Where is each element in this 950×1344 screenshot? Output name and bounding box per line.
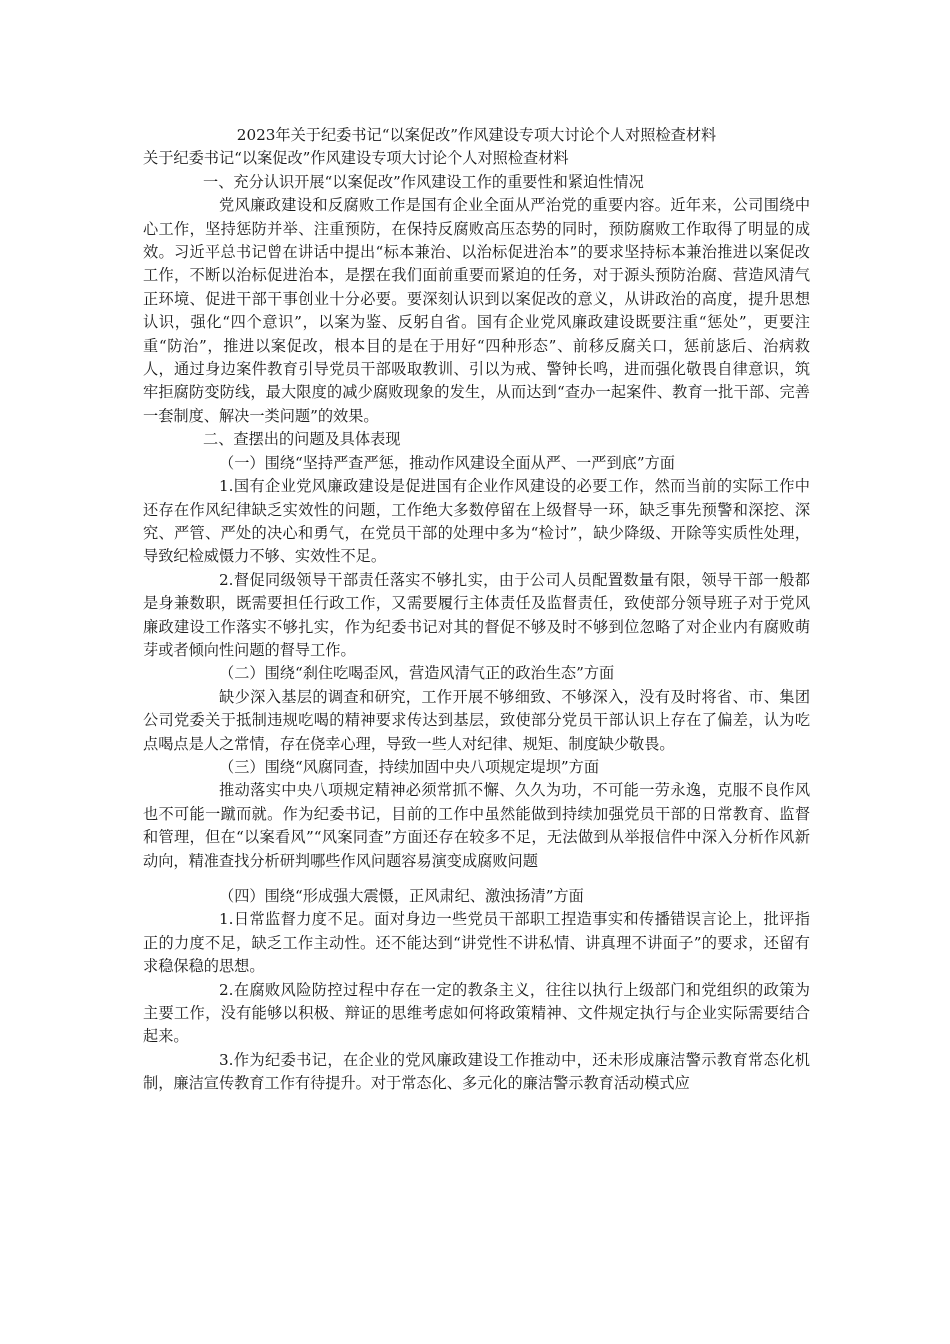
subsection-3-heading: （三）围绕“风腐同查，持续加固中央八项规定堤坝”方面 [219, 757, 600, 776]
subsection-1-paragraph-2: 2.督促同级领导干部责任落实不够扎实，由于公司人员配置数量有限，领导干部一般都是身兼数职，既需要担任行政工作，又需要履行主体责任及监督责任，致使部分领导班子对于党风廉政建设工作落实不够扎实，作为纪委书记对其的督促不够及时不够到位忽略了对企业内有腐败萌芽或者倾向性问题的督导工作。 [143, 570, 810, 659]
subsection-3-paragraph-1: 推动落实中央八项规定精神必须常抓不懈、久久为功，不可能一劳永逸，克服不良作风也不可能一蹴而就。作为纪委书记，目前的工作中虽然能做到持续加强党员干部的日常教育、监督和管理，但在“以案看风”“风案同查”方面还存在较多不足，无法做到从举报信件中深入分析作风新动向，精准查找分析研判哪些作风问题容易演变成腐败问题 [143, 781, 810, 870]
section-1-heading: 一、充分认识开展“以案促改”作风建设工作的重要性和紧迫性情况 [203, 172, 644, 191]
subsection-4-paragraph-1: 1.日常监督力度不足。面对身边一些党员干部职工捏造事实和传播错误言论上，批评指正的力度不足，缺乏工作主动性。还不能达到“讲党性不讲私情、讲真理不讲面子”的要求，还留有求稳保稳的思想。 [143, 910, 810, 976]
document-body [143, 124, 810, 1096]
subsection-4-heading: （四）围绕“形成强大震慑，正风肃纪、激浊扬清”方面 [219, 887, 584, 905]
subsection-4-paragraph-3: 3.作为纪委书记，在企业的党风廉政建设工作推动中，还未形成廉洁警示教育常态化机制，廉洁宣传教育工作有待提升。对于常态化、多元化的廉洁警示教育活动模式应 [143, 1050, 810, 1093]
document-subtitle: 关于纪委书记“以案促改”作风建设专项大讨论个人对照检查材料 [143, 149, 569, 168]
subsection-2-paragraph-1: 缺少深入基层的调查和研究，工作开展不够细致、不够深入，没有及时将省、市、集团公司党委关于抵制违规吃喝的精神要求传达到基层，致使部分党员干部认识上存在了偏差，认为吃点喝点是人之常情，存在侥幸心理，导致一些人对纪律、规矩、制度缺少敬畏。 [143, 687, 810, 753]
subsection-2-heading: （二）围绕“刹住吃喝歪风，营造风清气正的政治生态”方面 [219, 664, 615, 683]
subsection-1-paragraph-1: 1.国有企业党风廉政建设是促进国有企业作风建设的必要工作，然而当前的实际工作中还存在作风纪律缺乏实效性的问题，工作绝大多数停留在上级督导一环，缺乏事先预警和深挖、深究、严管、严处的决心和勇气，在党员干部的处理中多为“检讨”，缺少降级、开除等实质性处理，导致纪检威慑力不够、实效性不足。 [143, 477, 810, 566]
section-2-heading: 二、查摆出的问题及具体表现 [203, 430, 401, 449]
section-1-paragraph: 党风廉政建设和反腐败工作是国有企业全面从严治党的重要内容。近年来，公司围绕中心工作，坚持惩防并举、注重预防，在保持反腐败高压态势的同时，预防腐败工作取得了明显的成效。习近平总书记曾在讲话中提出“标本兼治、以治标促进治本”的要求坚持标本兼治推进以案促改工作，不断以治标促进治本，是摆在我们面前重要而紧迫的任务，对于源头预防治腐、营造风清气正环境、促进干部干事创业十分必要。要深刻认识到以案促改的意义，从讲政治的高度，提升思想认识，强化“四个意识”，以案为鉴、反躬自省。国有企业党风廉政建设既要注重“惩处”，更要注重“防治”，推进以案促改，根本目的是在于用好“四种形态”、前移反腐关口，惩前毖后、治病救人，通过身边案件教育引导党员干部吸取教训、引以为戒、警钟长鸣，进而强化敬畏自律意识，筑牢拒腐防变防线，最大限度的减少腐败现象的发生，从而达到“查办一起案件、教育一批干部、完善一套制度、解决一类问题”的效果。 [143, 196, 810, 425]
subsection-1-heading: （一）围绕“坚持严查严惩，推动作风建设全面从严、一严到底”方面 [219, 453, 675, 472]
paragraph-gap [143, 873, 810, 885]
subsection-4-paragraph-2: 2.在腐败风险防控过程中存在一定的教条主义，往往以执行上级部门和党组织的政策为主要工作，没有能够以积极、辩证的思维考虑如何将政策精神、文件规定执行与企业实际需要结合起来。 [143, 980, 810, 1046]
document-title: 2023年关于纪委书记“以案促改”作风建设专项大讨论个人对照检查材料 [236, 126, 717, 144]
